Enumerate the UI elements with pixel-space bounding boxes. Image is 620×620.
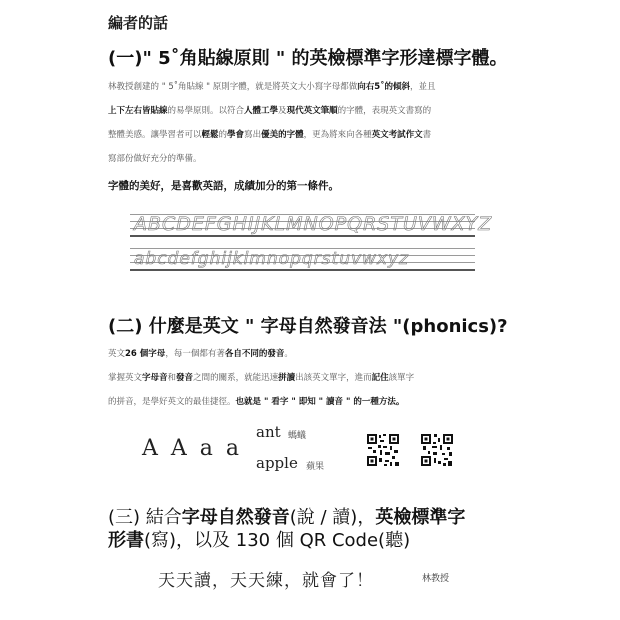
- uppercase-alphabet: ABCDEFGHIJKLMNOPQRSTUVWXYZ: [134, 213, 493, 235]
- uppercase-writing-guide: [130, 212, 493, 242]
- section-1-para-line-2: 上下左右皆貼線的易學原則。以符合人體工學及現代英文筆順的字體，表現英文書寫的: [108, 106, 432, 116]
- section-1-para-line-1: 林教授創建的 " 5˚角貼線 " 原則字體，就是將英文大小寫字母都做向右5˚的傾斜，並且: [108, 82, 436, 92]
- example-word-apple: apple: [256, 454, 298, 472]
- editor-note-heading: 編者的話: [108, 14, 169, 32]
- section-1-para-line-4: 寫部份做好充分的準備。: [108, 154, 202, 164]
- section-3-title-line-1: (三) 結合字母自然發音(說 / 讀)，英檢標準字: [108, 507, 466, 528]
- qr-code-2[interactable]: [420, 433, 454, 467]
- section-2-title: (二) 什麼是英文 " 字母自然發音法 "(phonics)?: [108, 316, 508, 337]
- section-1-para-line-3: 整體美感。讓學習者可以輕鬆的學會寫出優美的字體，更為將來向各種英文考試作文書: [108, 130, 432, 140]
- lowercase-alphabet: abcdefghijklmnopqrstuvwxyz: [134, 249, 409, 269]
- closing-motto: 天天讀，天天練，就會了！: [158, 571, 374, 591]
- section-2-line-3: 的拼音，是學好英文的最佳捷徑。也就是 " 看字 " 即知 " 讀音 " 的一種方法。: [108, 397, 405, 407]
- section-1-title: (一)" 5˚角貼線原則 " 的英檢標準字形達標字體。: [108, 48, 508, 69]
- letter-forms: A A a a: [142, 436, 242, 461]
- slogan: 字體的美好，是喜歡英語，成績加分的第一條件。: [108, 180, 339, 192]
- section-2-line-2: 掌握英文字母音和發音之間的關系，就能迅速拼讀出該英文單字，進而記住該單字: [108, 373, 415, 383]
- ant-translation: 螞蟻: [288, 431, 307, 441]
- section-2-line-1: 英文26 個字母，每一個都有著各自不同的發音。: [108, 349, 293, 359]
- example-word-ant: ant: [256, 423, 281, 441]
- apple-translation: 蘋果: [306, 462, 325, 472]
- author-signature: 林教授: [422, 574, 450, 584]
- qr-code-1[interactable]: [366, 433, 400, 467]
- lowercase-writing-guide: [130, 246, 475, 276]
- section-3-title-line-2: 形書(寫)，以及 130 個 QR Code(聽): [108, 530, 411, 551]
